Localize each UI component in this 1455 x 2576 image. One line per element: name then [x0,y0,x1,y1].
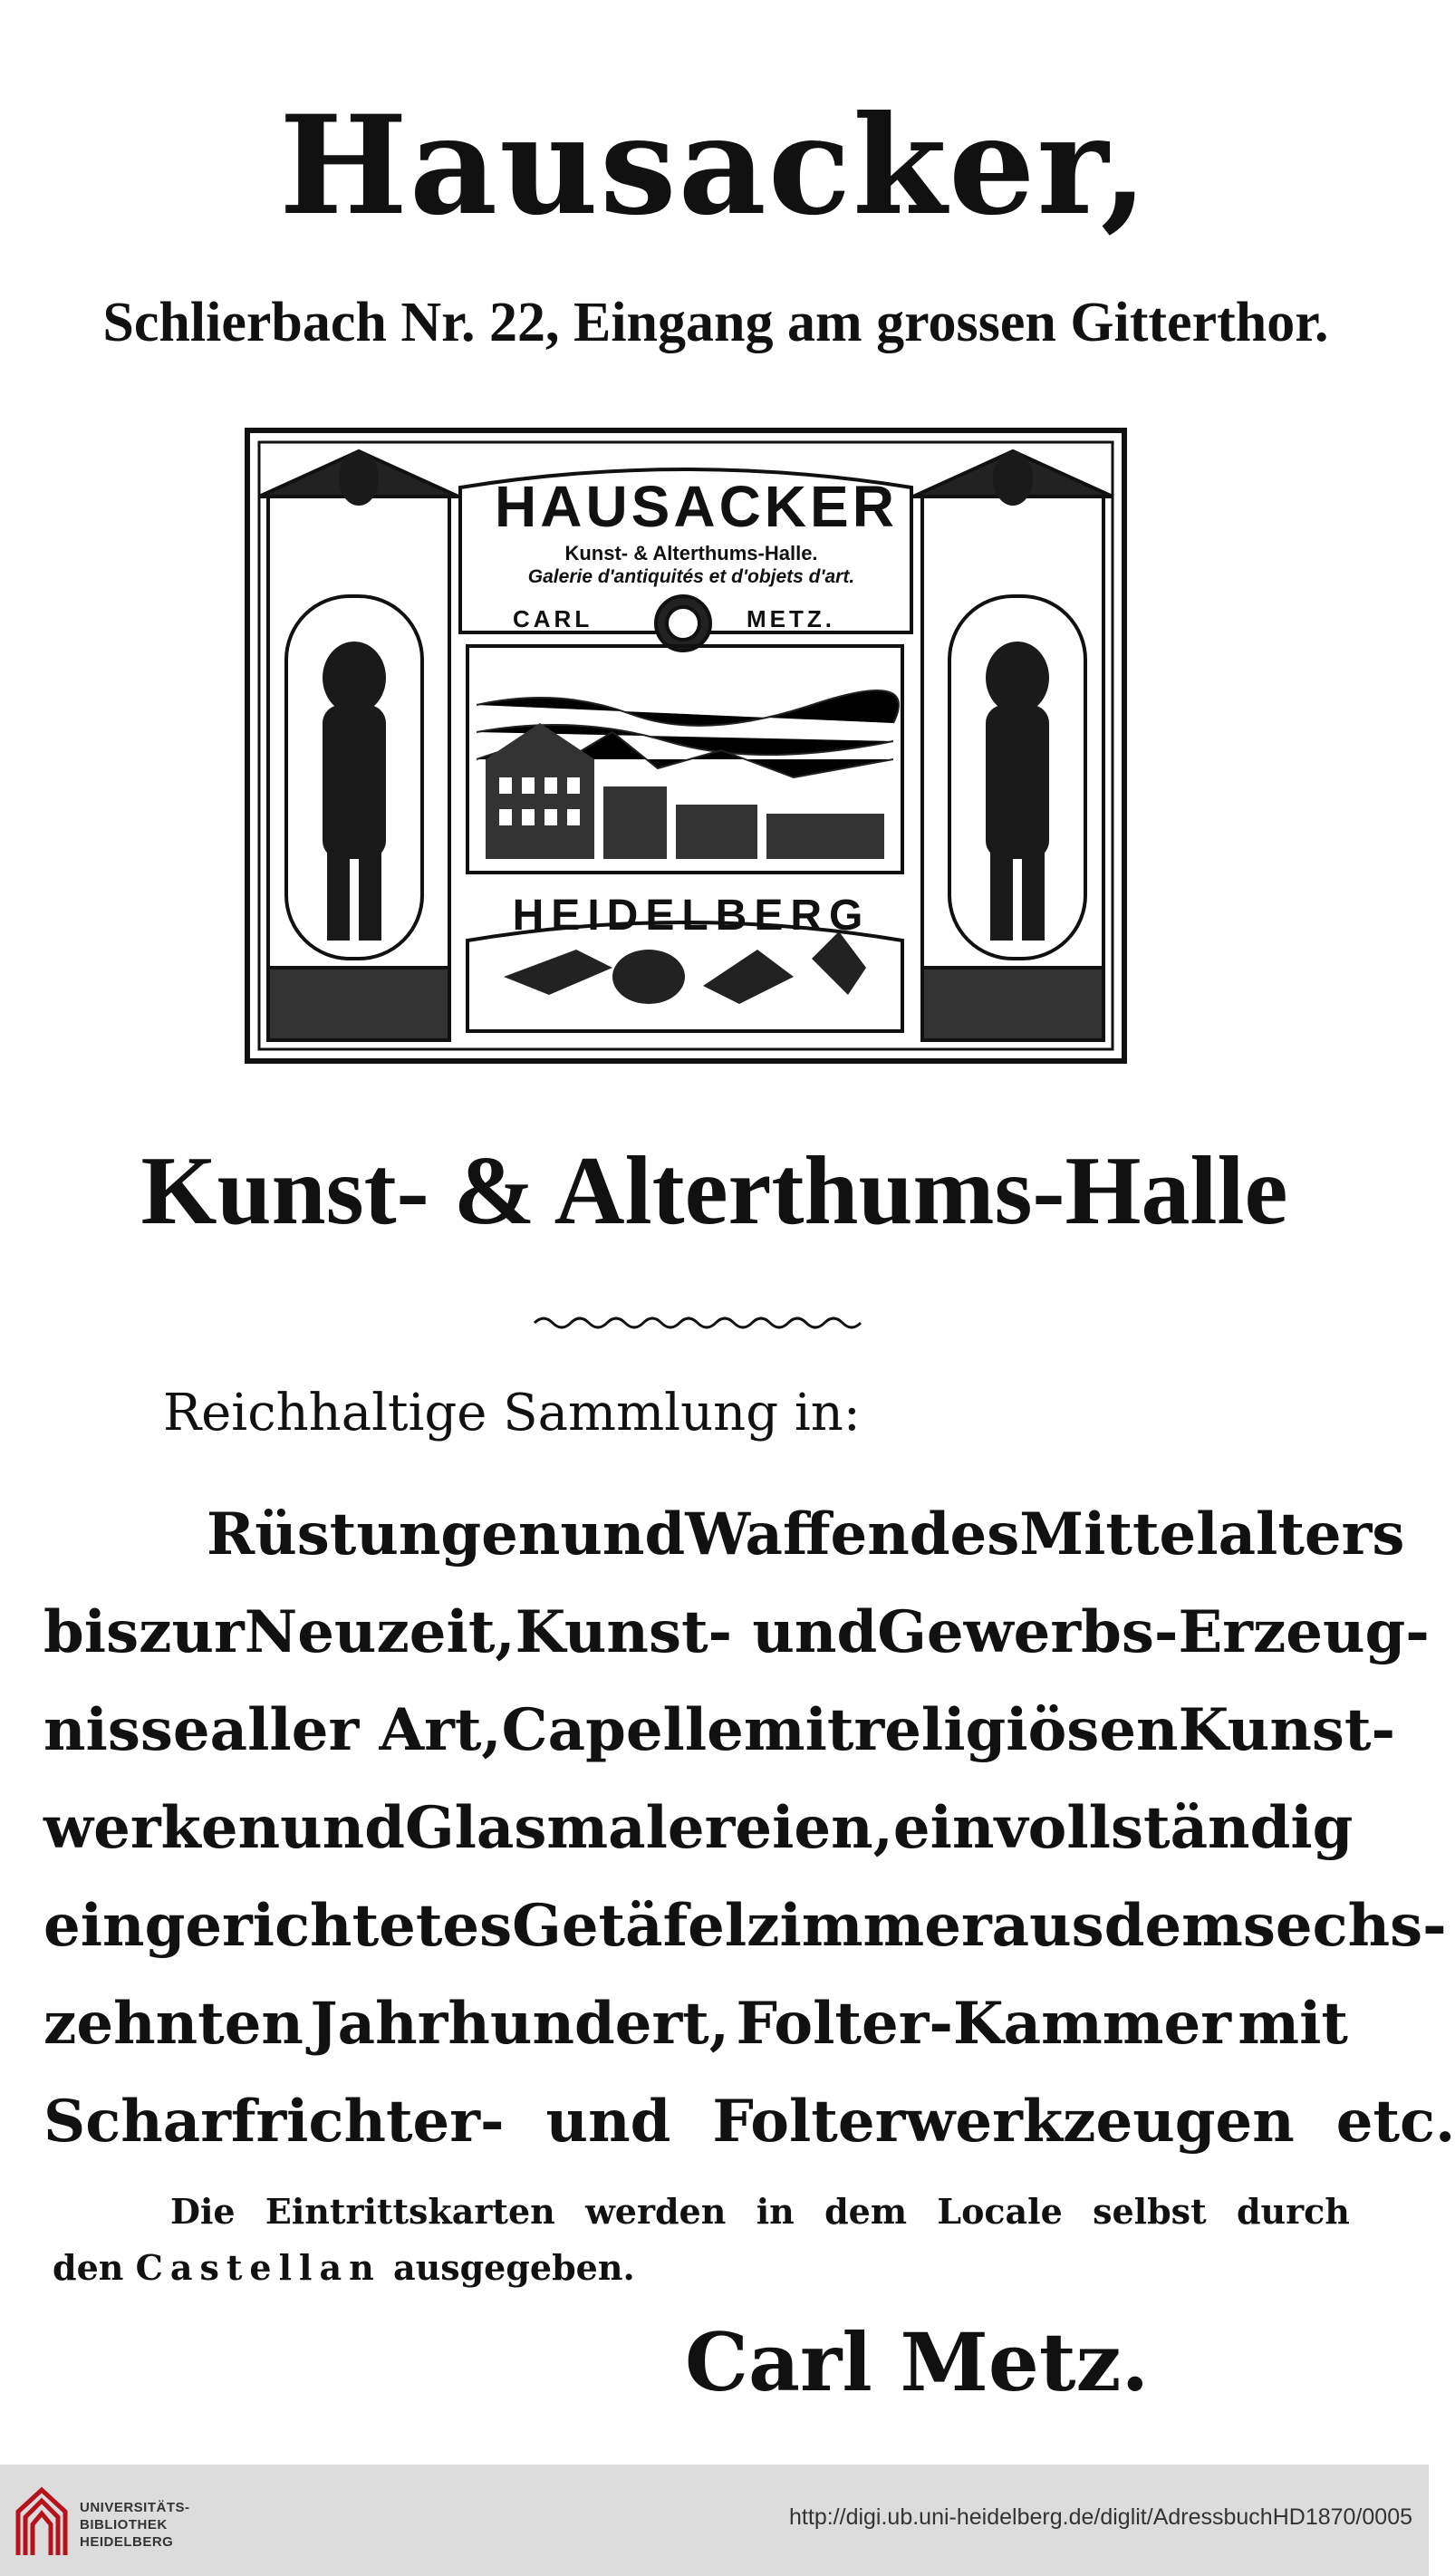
body-line [43,1975,1348,2073]
signature: Carl Metz. [685,2315,1150,2409]
emblem-subtitle-de: Kunst- & Alterthums-Halle. [564,542,818,564]
body-word: vollständig [994,1794,1354,1862]
body-word: Scharfrichter- [43,2088,505,2156]
body-line [43,1780,1354,1877]
logo-line: BIBLIOTHEK [80,2517,168,2533]
note-word: in [756,2191,795,2232]
body-line [43,1682,1395,1780]
logo-line: UNIVERSITÄTS- [80,2500,190,2515]
body-word: nisse [43,1696,210,1764]
library-logo-text [80,2499,190,2551]
emblem-title: HAUSACKER [495,474,898,539]
body-word: Kunst- und [515,1598,878,1666]
note-word: den [53,2247,124,2288]
body-word: Kunst- [1178,1696,1395,1764]
ticket-note-line [53,2184,1350,2240]
body-word: und [545,2088,671,2156]
body-word: Folter-Kammer [736,1990,1231,2058]
intro-line: Reichhaltige Sammlung in: [163,1384,861,1442]
body-word: sechs- [1242,1892,1447,1960]
body-word: dem [1103,1892,1243,1960]
body-word: Neuzeit, [244,1598,516,1666]
note-word: Die [170,2191,236,2232]
emblem-name-right: METZ. [747,605,835,632]
emblem-engraving [245,428,1127,1064]
body-word: zur [139,1598,245,1666]
collection-description [43,1486,1455,2171]
body-word: bis [43,1598,140,1666]
logo-line: HEIDELBERG [80,2534,174,2550]
note-word: Locale [937,2191,1063,2232]
body-word: mit [1238,1990,1348,2058]
note-word: selbst [1093,2191,1207,2232]
note-word: Eintrittskarten [265,2191,555,2232]
body-word: Capelle [501,1696,744,1764]
body-word: aus [991,1892,1104,1960]
body-word: Jahrhundert, [310,1990,730,2058]
address-line: Schlierbach Nr. 22, Eingang am grossen Gitterthor. [102,292,1329,353]
body-word: des [909,1500,1020,1568]
body-word: und [560,1500,686,1568]
note-word: ausgegeben. [392,2247,635,2288]
body-word: religiösen [853,1696,1179,1764]
body-word: aller Art, [209,1696,502,1764]
body-word: Waffen [685,1500,910,1568]
decorative-rule [535,1314,861,1332]
body-word: Glasmalereien, [404,1794,893,1862]
body-word: ein [892,1794,995,1862]
body-word: Gewerbs-Erzeug- [877,1598,1430,1666]
body-word: zehnten [43,1990,304,2058]
note-word: werden [585,2191,727,2232]
main-heading: Kunst- & Alterthums-Halle [140,1137,1288,1245]
body-word: Folterwerkzeugen [712,2088,1295,2156]
body-word: etc. [1335,2088,1455,2156]
body-line [43,1584,1430,1682]
library-logo-icon[interactable] [13,2484,71,2561]
ticket-note-line [53,2240,1350,2296]
body-word: mit [743,1696,854,1764]
body-word: und [280,1794,405,1862]
emblem-name-left: CARL [513,605,593,632]
ticket-note [53,2184,1350,2296]
body-word: eingerichtetes [43,1892,513,1960]
emblem-subtitle-fr: Galerie d'antiquités et d'objets d'art. [527,566,855,587]
body-word: Getäfelzimmer [512,1892,992,1960]
body-line [43,1877,1447,1975]
note-word: dem [824,2191,908,2232]
body-line [43,1486,1405,1584]
body-line [43,2073,1455,2171]
emblem-city: HEIDELBERG [512,892,871,940]
body-word: Rüstungen [207,1500,561,1568]
note-word: durch [1236,2191,1350,2232]
source-url-link[interactable]: http://digi.ub.uni-heidelberg.de/diglit/AdressbuchHD1870/0005 [789,2504,1412,2530]
body-word: werken [43,1794,281,1862]
advert-title: Hausacker, [279,86,1150,246]
body-word: Mittelalters [1019,1500,1405,1568]
castellan-word: Castellan [135,2247,381,2288]
